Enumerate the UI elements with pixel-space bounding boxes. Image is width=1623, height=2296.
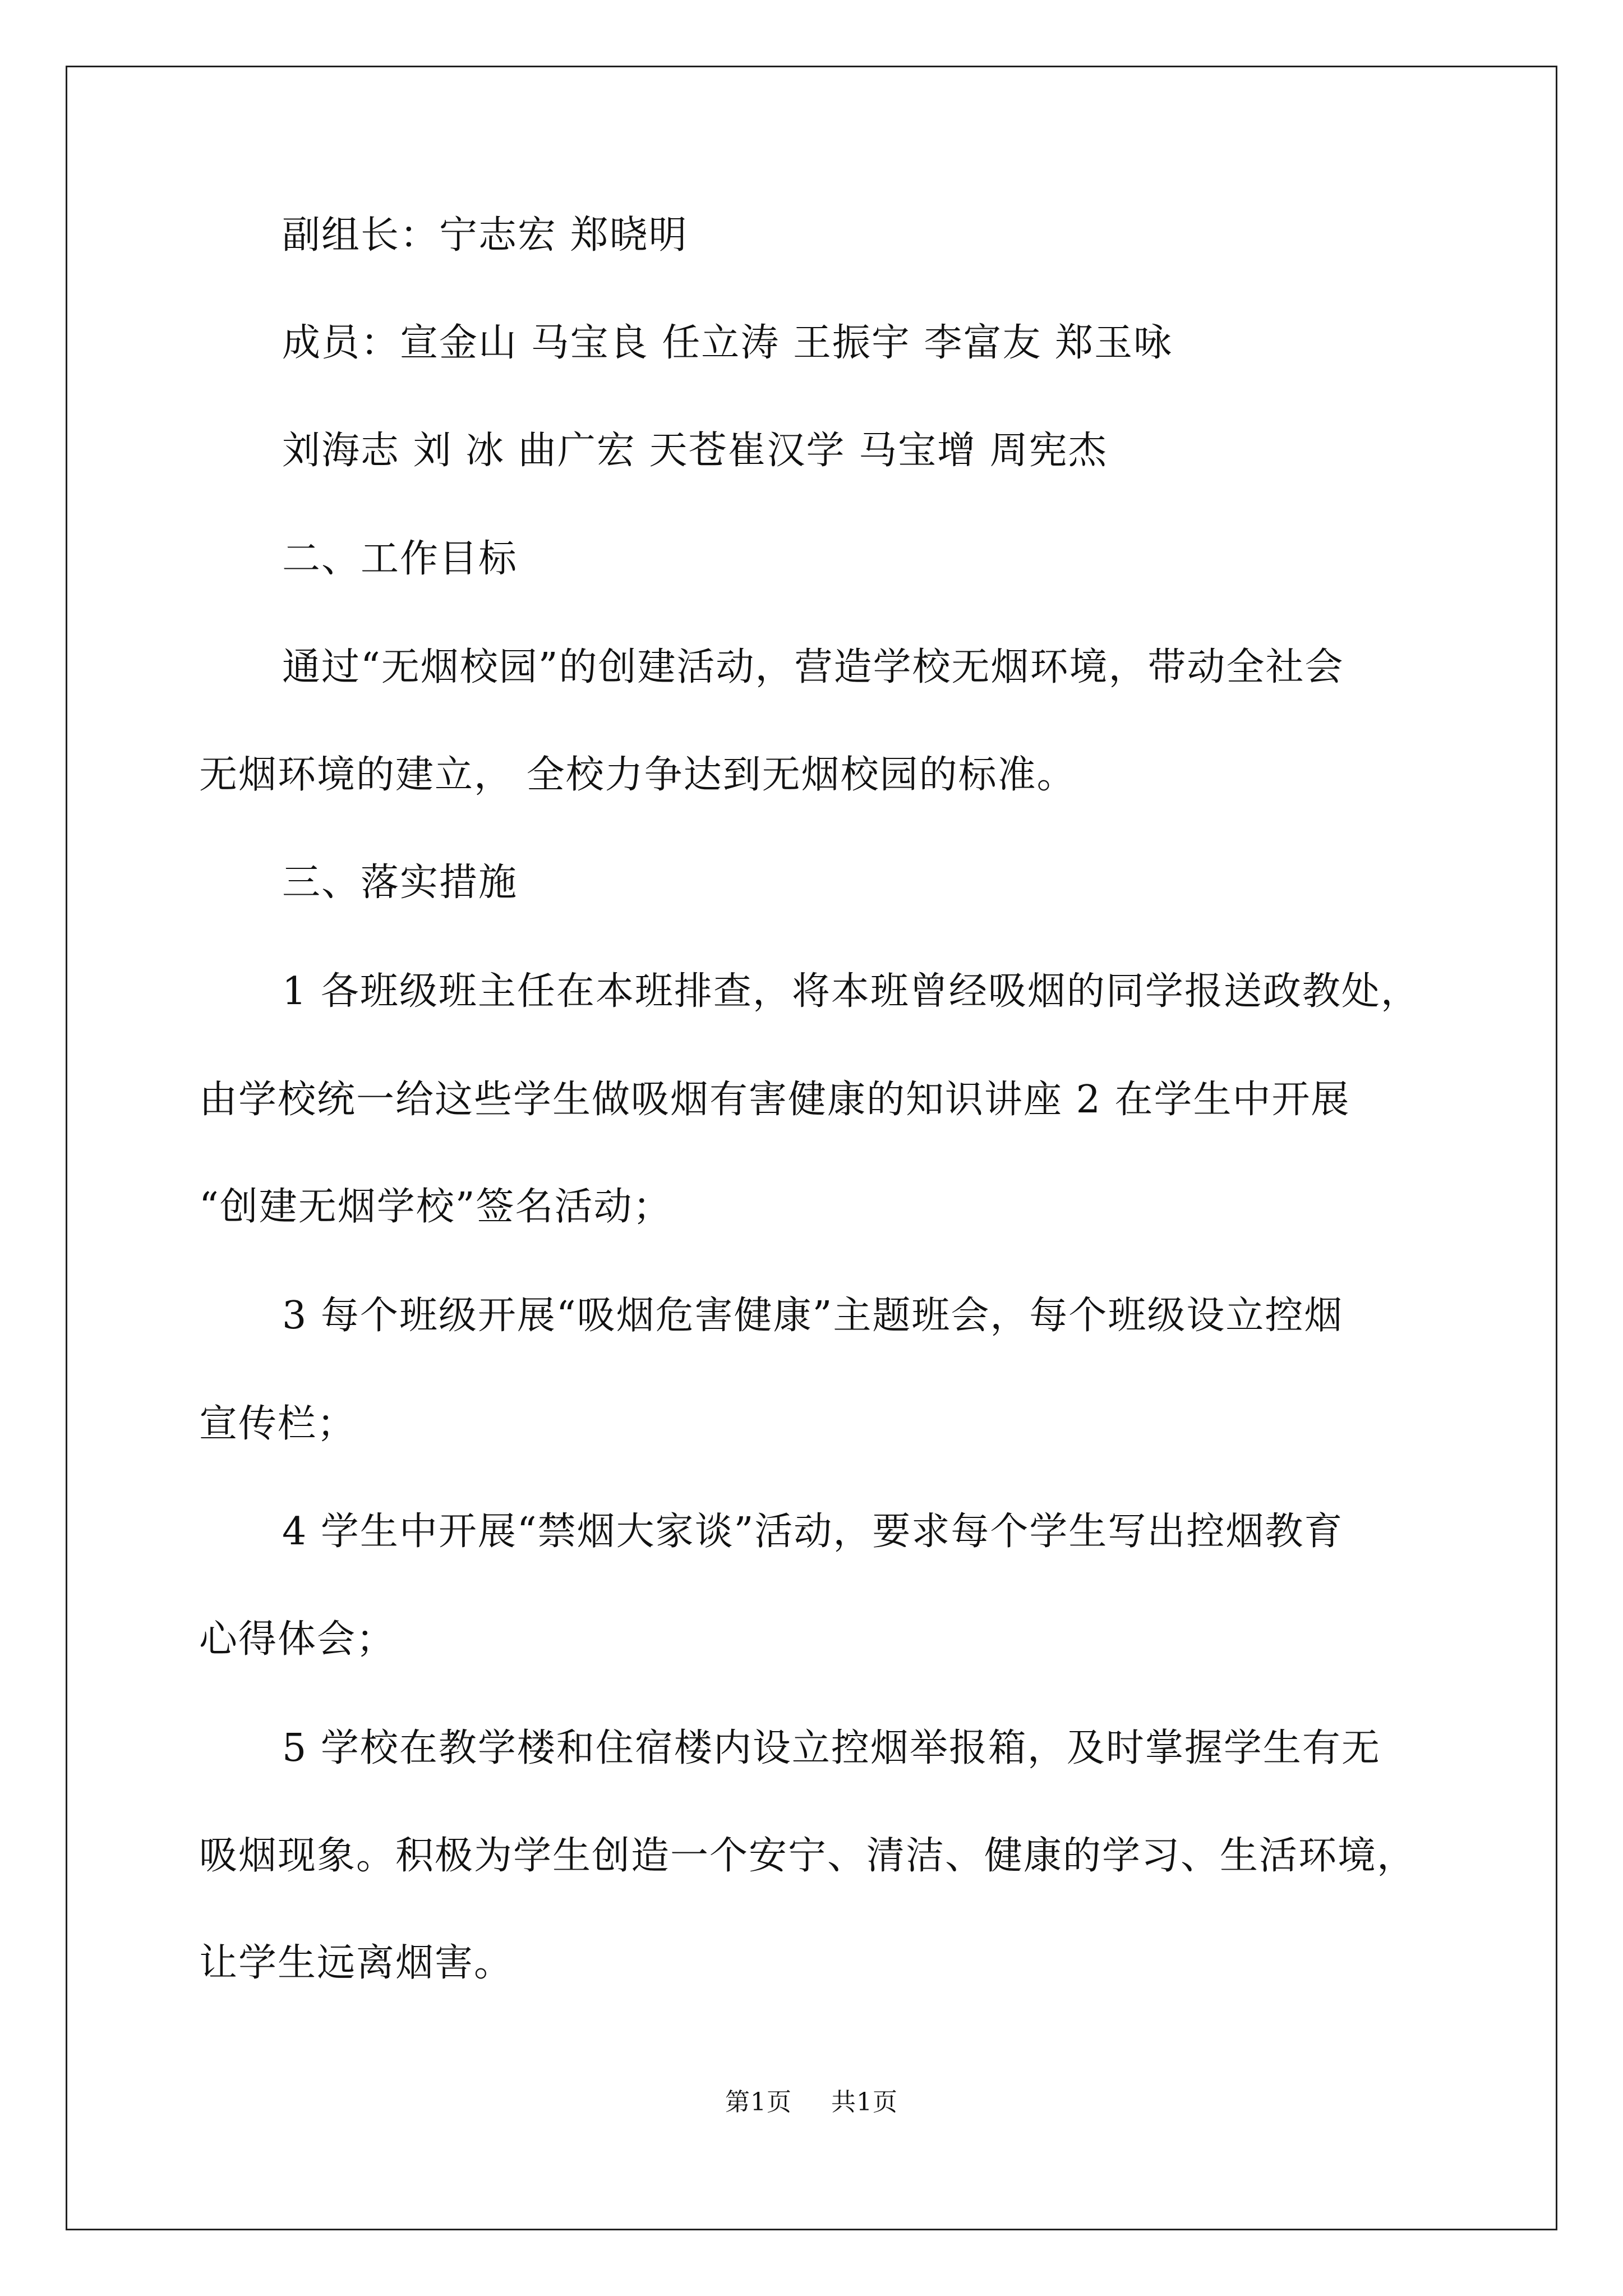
members-line: 成员：宣金山 马宝良 任立涛 王振宇 李富友 郑玉咏 [282, 321, 1173, 365]
deputy-leader-line: 副组长：宁志宏 郑晓明 [282, 213, 688, 257]
paragraph-line: 1 各班级班主任在本班排查，将本班曾经吸烟的同学报送政教处， [282, 969, 1420, 1014]
section-heading-measures: 三、落实措施 [282, 861, 518, 905]
paragraph-line: 由学校统一给这些学生做吸烟有害健康的知识讲座 2 在学生中开展 [199, 1078, 1350, 1122]
page-footer [0, 2088, 1623, 2116]
paragraph-line: 通过“无烟校园”的创建活动，营造学校无烟环境，带动全社会 [282, 645, 1344, 689]
paragraph-line: 5 学校在教学楼和住宿楼内设立控烟举报箱，及时掌握学生有无 [282, 1726, 1381, 1770]
paragraph-line: 无烟环境的建立， 全校力争达到无烟校园的标准。 [199, 753, 1076, 797]
page-number: 第1页 [725, 2088, 792, 2116]
paragraph-line: 让学生远离烟害。 [199, 1941, 514, 1985]
members-line-continued: 刘海志 刘 冰 曲广宏 天苍崔汉学 马宝增 周宪杰 [282, 429, 1108, 473]
page-total: 共1页 [831, 2088, 898, 2116]
section-heading-goals: 二、工作目标 [282, 537, 518, 581]
paragraph-line: 宣传栏； [199, 1402, 357, 1446]
paragraph-line: “创建无烟学校”签名活动； [199, 1185, 672, 1229]
paragraph-line: 3 每个班级开展“吸烟危害健康”主题班会，每个班级设立控烟 [282, 1294, 1344, 1338]
paragraph-line: 心得体会； [199, 1617, 396, 1662]
paragraph-line: 4 学生中开展“禁烟大家谈”活动，要求每个学生写出控烟教育 [282, 1510, 1344, 1554]
paragraph-line: 吸烟现象。积极为学生创造一个安宁、清洁、健康的学习、生活环境， [199, 1834, 1417, 1878]
document-body [199, 213, 1438, 1986]
